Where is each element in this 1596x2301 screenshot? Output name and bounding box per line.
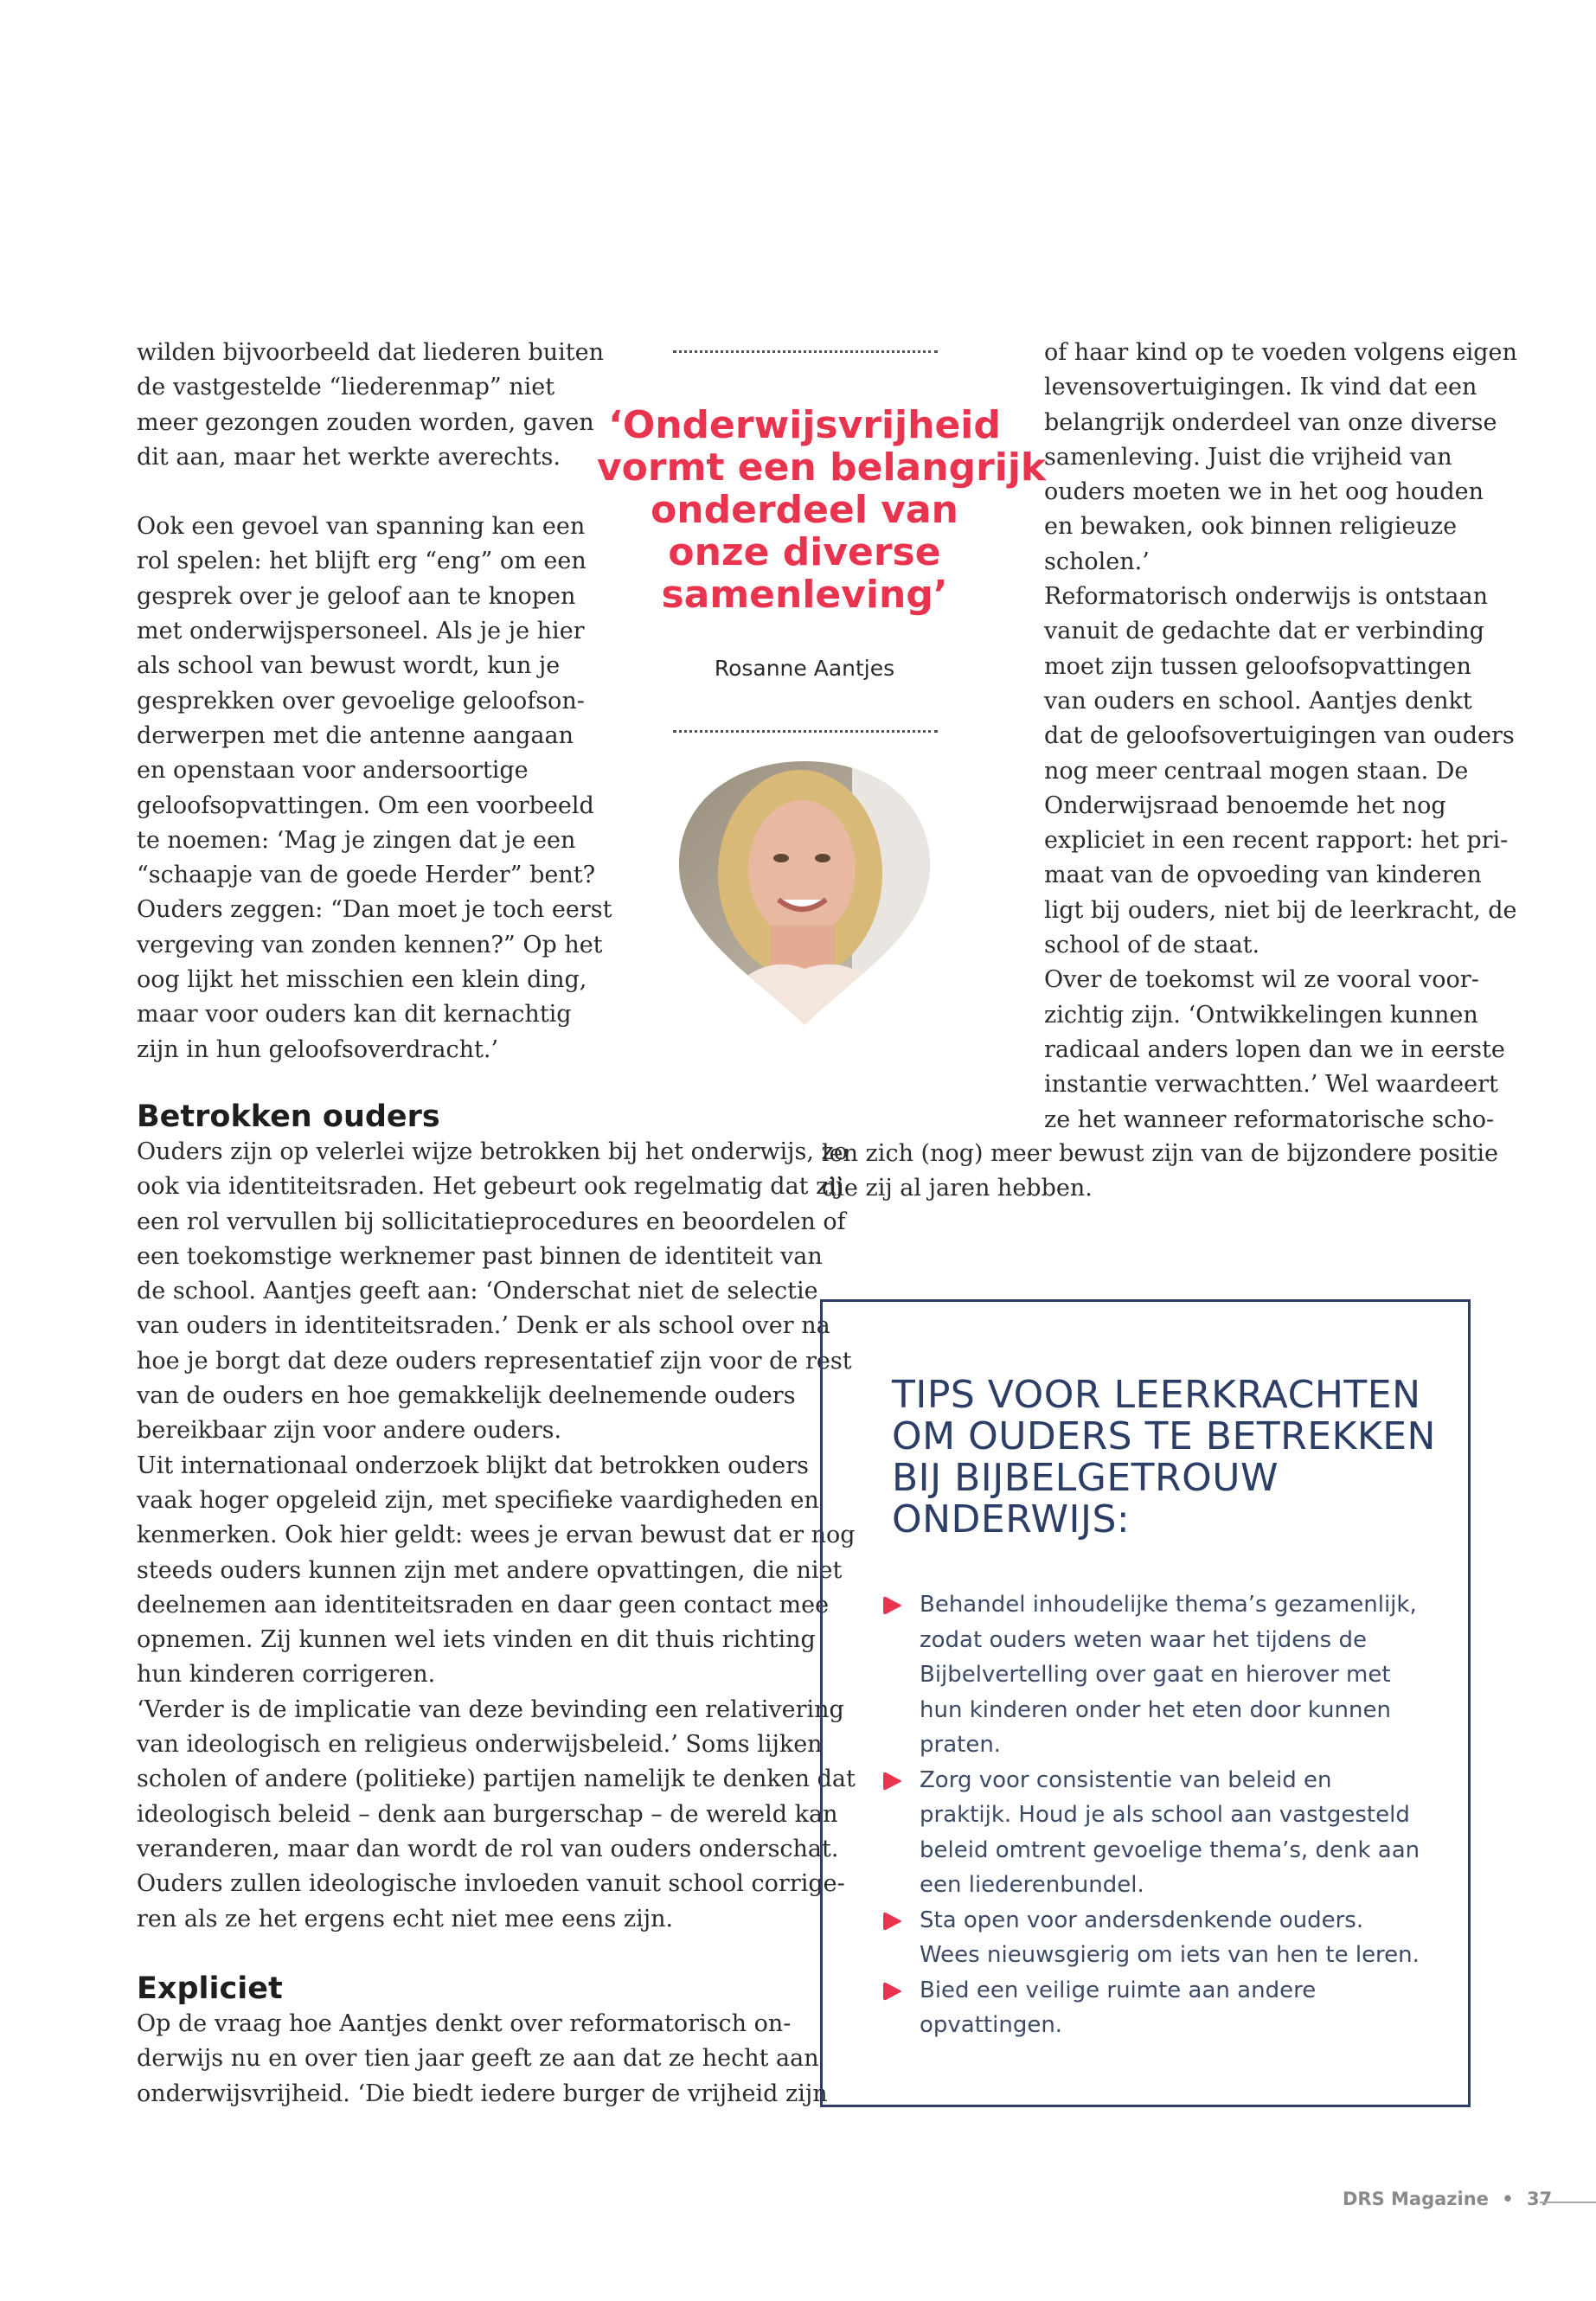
text-line: Uit internationaal onderzoek blijkt dat betrokken ouders (137, 1452, 809, 1479)
quote-attribution: Rosanne Aantjes (714, 656, 895, 681)
text-line: vaak hoger opgeleid zijn, met specifieke vaardigheden en (137, 1486, 819, 1514)
text-line: meer gezongen zouden worden, gaven (137, 408, 594, 436)
text-line: die zij al jaren hebben. (822, 1175, 1093, 1202)
text-line: veranderen, maar dan wordt de rol van ouders onderschat. (137, 1835, 839, 1862)
text-line: “schaapje van de goede Herder” bent? (137, 862, 596, 889)
section-heading: Betrokken ouders (137, 1099, 440, 1134)
tips-list (881, 1587, 1420, 2043)
bullet-icon (883, 1912, 902, 1931)
text-line: maat van de opvoeding van kinderen (1044, 862, 1482, 889)
left-column-top (137, 336, 612, 1067)
text-line: de vastgestelde “liederenmap” niet (137, 374, 555, 401)
text-line: ze het wanneer reformatorische scho- (1044, 1106, 1495, 1133)
text-line: vergeving van zonden kennen?” Op het (137, 931, 603, 958)
quote-line: onze diverse (668, 530, 941, 574)
page-number: 37 (1527, 2189, 1553, 2209)
pull-quote (597, 403, 1047, 617)
text-line: expliciet in een recent rapport: het pri- (1044, 827, 1509, 855)
tip-item (881, 1903, 1420, 1973)
text-line: scholen.’ (1044, 548, 1150, 575)
text-line: onderwijsvrijheid. ‘Die biedt iedere burger de vrijheid zijn (137, 2080, 828, 2107)
section-expliciet (137, 1971, 828, 2112)
text-line: derwerpen met die antenne aangaan (137, 721, 574, 749)
text-line: belangrijk onderdeel van onze diverse (1044, 408, 1497, 436)
tips-title (892, 1375, 1436, 1541)
tip-line: een liederenbundel. (920, 1872, 1144, 1898)
quote-line: ‘Onderwijsvrijheid (608, 403, 1001, 447)
right-column (1044, 336, 1517, 1138)
tip-line: praktijk. Houd je als school aan vastgesteld (920, 1802, 1410, 1828)
right-column-wide (822, 1137, 1497, 1207)
text-line: rol spelen: het blijft erg “eng” om een (137, 548, 586, 575)
text-line: Ouders zijn op velerlei wijze betrokken bij het onderwijs, zo (137, 1138, 848, 1165)
text-line: met onderwijspersoneel. Als je je hier (137, 618, 585, 645)
tip-line: opvattingen. (920, 2012, 1063, 2038)
text-line: Ouders zullen ideologische invloeden vanuit school corrige- (137, 1870, 845, 1898)
text-line: ideologisch beleid – denk aan burgerschap – de wereld kan (137, 1800, 838, 1828)
text-line: de school. Aantjes geeft aan: ‘Onderschat niet de selectie (137, 1278, 818, 1305)
text-line: ligt bij ouders, niet bij de leerkracht, de (1044, 896, 1517, 924)
text-line: bereikbaar zijn voor andere ouders. (137, 1417, 562, 1445)
text-line: oog lijkt het misschien een klein ding, (137, 966, 587, 994)
text-line: samenleving. Juist die vrijheid van (1044, 443, 1452, 471)
tips-title-line: BIJ BIJBELGETROUW (892, 1456, 1279, 1500)
footer-separator: • (1502, 2189, 1514, 2209)
text-line: maar voor ouders kan dit kernachtig (137, 1001, 572, 1029)
tips-title-line: OM OUDERS TE BETREKKEN (892, 1414, 1436, 1458)
text-line: len zich (nog) meer bewust zijn van de bijzondere positie (822, 1140, 1498, 1167)
text-line: hoe je borgt dat deze ouders representatief zijn voor de rest (137, 1347, 852, 1375)
text-line: dit aan, maar het werkte averechts. (137, 443, 561, 471)
text-line: zichtig zijn. ‘Ontwikkelingen kunnen (1044, 1001, 1478, 1029)
tips-title-line: TIPS VOOR LEERKRACHTEN (892, 1373, 1421, 1417)
quote-line: samenleving’ (661, 573, 948, 617)
tip-item (881, 1973, 1420, 2043)
text-line: en bewaken, ook binnen religieuze (1044, 513, 1458, 541)
quote-divider-top (673, 350, 938, 353)
text-line: moet zijn tussen geloofsopvattingen (1044, 652, 1471, 680)
text-line: ook via identiteitsraden. Het gebeurt ook regelmatig dat zij (137, 1173, 843, 1201)
text-line: Ook een gevoel van spanning kan een (137, 513, 586, 541)
portrait-photo (679, 761, 930, 1029)
text-line: Op de vraag hoe Aantjes denkt over reformatorisch on- (137, 2010, 792, 2037)
tip-line: Sta open voor andersdenkende ouders. (920, 1907, 1364, 1933)
text-line: ouders moeten we in het oog houden (1044, 478, 1484, 506)
tip-line: Wees nieuwsgierig om iets van hen te leren. (920, 1942, 1420, 1968)
text-line: instantie verwachtten.’ Wel waardeert (1044, 1071, 1498, 1099)
text-line: en openstaan voor andersoortige (137, 757, 529, 785)
magazine-name: DRS Magazine (1343, 2189, 1489, 2209)
text-line: ren als ze het ergens echt niet mee eens zijn. (137, 1905, 674, 1932)
quote-divider-bottom (673, 730, 938, 733)
text-line: ‘Verder is de implicatie van deze bevinding een relativering (137, 1695, 844, 1723)
text-line: zijn in hun geloofsoverdracht.’ (137, 1035, 499, 1063)
text-line: Ouders zeggen: “Dan moet je toch eerst (137, 896, 612, 924)
text-line: nog meer centraal mogen staan. De (1044, 757, 1469, 785)
text-line: derwijs nu en over tien jaar geeft ze aan dat ze hecht aan (137, 2045, 819, 2073)
tip-line: beleid omtrent gevoelige thema’s, denk aan (920, 1836, 1420, 1863)
tip-line: praten. (920, 1732, 1002, 1758)
text-line: Onderwijsraad benoemde het nog (1044, 792, 1446, 819)
tip-line: Behandel inhoudelijke thema’s gezamenlijk, (920, 1592, 1417, 1618)
text-line: opnemen. Zij kunnen wel iets vinden en dit thuis richting (137, 1626, 816, 1654)
tip-line: Bijbelvertelling over gaat en hierover met (920, 1662, 1391, 1688)
tips-box (820, 1299, 1471, 2107)
text-line: steeds ouders kunnen zijn met andere opvattingen, die niet (137, 1556, 843, 1584)
text-line: van de ouders en hoe gemakkelijk deelnemende ouders (137, 1382, 796, 1410)
text-line: wilden bijvoorbeeld dat liederen buiten (137, 339, 605, 366)
quote-line: onderdeel van (651, 488, 958, 532)
page-footer (1343, 2189, 1552, 2209)
text-line: te noemen: ‘Mag je zingen dat je een (137, 826, 576, 854)
tip-line: zodat ouders weten waar het tijdens de (920, 1626, 1367, 1653)
text-line: of haar kind op te voeden volgens eigen (1044, 339, 1517, 366)
footer-rule (1540, 2202, 1596, 2203)
text-line: als school van bewust wordt, kun je (137, 652, 561, 680)
bullet-icon (883, 1596, 902, 1615)
text-line: een toekomstige werknemer past binnen de identiteit van (137, 1242, 823, 1270)
tip-line: hun kinderen onder het eten door kunnen (920, 1696, 1391, 1723)
bullet-icon (883, 1982, 902, 2001)
text-line: school of de staat. (1044, 932, 1260, 959)
text-line: geloofsopvattingen. Om een voorbeeld (137, 792, 594, 819)
section-betrokken-ouders (137, 1099, 856, 1937)
text-line: van ouders in identiteitsraden.’ Denk er als school over na (137, 1312, 830, 1340)
text-line: gesprek over je geloof aan te knopen (137, 582, 576, 610)
section-heading: Expliciet (137, 1971, 283, 2006)
text-line: kenmerken. Ook hier geldt: wees je ervan bewust dat er nog (137, 1522, 856, 1549)
tip-item (881, 1587, 1420, 1763)
text-line: Reformatorisch onderwijs is ontstaan (1044, 583, 1488, 611)
text-line: van ouders en school. Aantjes denkt (1044, 687, 1472, 715)
tip-line: Zorg voor consistentie van beleid en (920, 1766, 1332, 1793)
text-line: Over de toekomst wil ze vooral voor- (1044, 966, 1479, 994)
tip-item (881, 1763, 1420, 1903)
bullet-icon (883, 1772, 902, 1791)
text-line: radicaal anders lopen dan we in eerste (1044, 1035, 1505, 1063)
text-line: deelnemen aan identiteitsraden en daar geen contact mee (137, 1591, 830, 1618)
text-line: levensovertuigingen. Ik vind dat een (1044, 374, 1477, 401)
tips-title-line: ONDERWIJS: (892, 1497, 1131, 1541)
text-line: gesprekken over gevoelige geloofson- (137, 687, 585, 715)
text-line: van ideologisch en religieus onderwijsbeleid.’ Soms lijken (137, 1731, 823, 1759)
quote-line: vormt een belangrijk (597, 445, 1047, 490)
text-line: vanuit de gedachte dat er verbinding (1044, 618, 1484, 645)
text-line: hun kinderen corrigeren. (137, 1661, 436, 1689)
text-line: dat de geloofsovertuigingen van ouders (1044, 722, 1515, 750)
text-line: een rol vervullen bij sollicitatieprocedures en beoordelen of (137, 1208, 846, 1235)
text-line: scholen of andere (politieke) partijen namelijk te denken dat (137, 1766, 856, 1793)
tip-line: Bied een veilige ruimte aan andere (920, 1977, 1317, 2003)
